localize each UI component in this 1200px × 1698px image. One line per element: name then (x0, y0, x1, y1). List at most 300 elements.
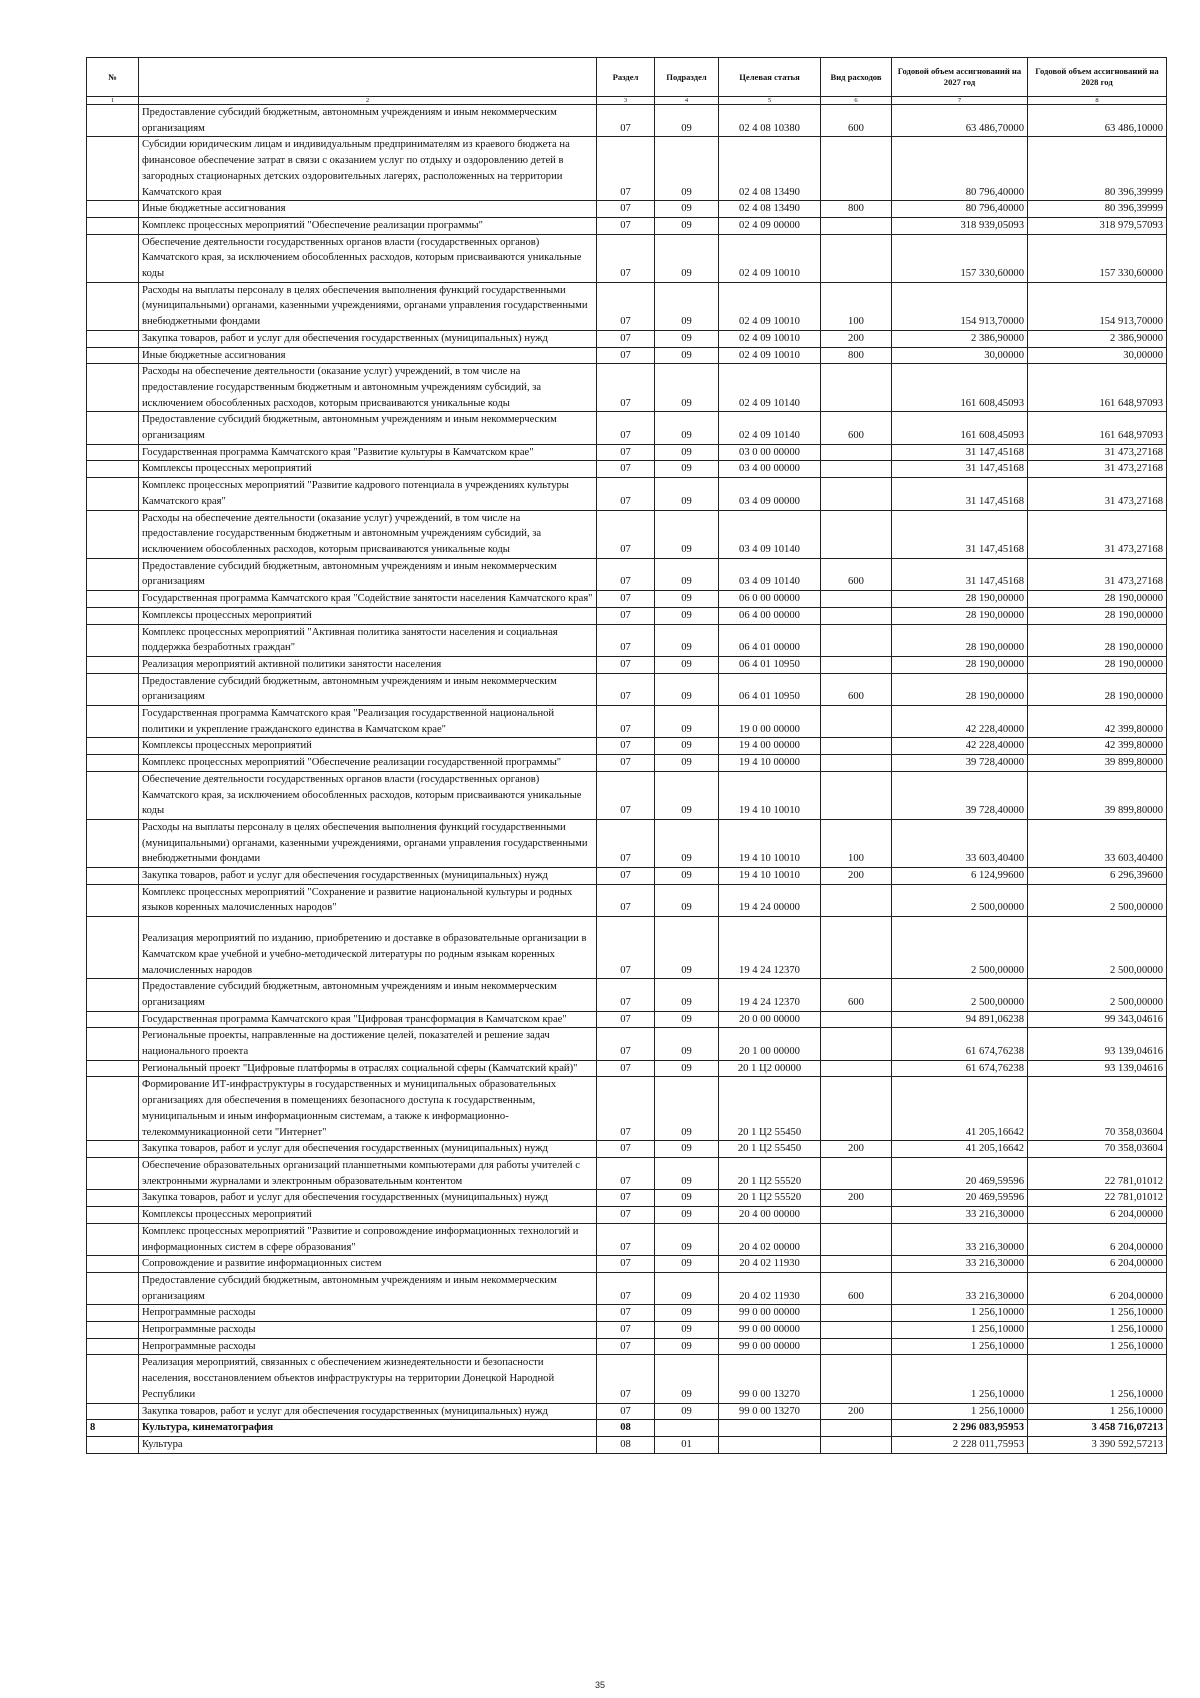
row-number (87, 1207, 139, 1224)
table-row (87, 624, 1167, 656)
amount-2028: 161 648,97093 (1028, 364, 1167, 412)
section-code: 07 (597, 1322, 655, 1339)
table-row (87, 755, 1167, 772)
expense-type-code (821, 656, 892, 673)
expense-type-code (821, 1223, 892, 1255)
table-row (87, 137, 1167, 201)
row-number (87, 1403, 139, 1420)
subsection-code: 09 (655, 624, 719, 656)
target-article-code: 06 4 01 00000 (719, 624, 821, 656)
table-row (87, 917, 1167, 979)
table-row (87, 1077, 1167, 1141)
table-row (87, 282, 1167, 330)
row-number (87, 1011, 139, 1028)
item-name: Расходы на обеспечение деятельности (оказание услуг) учреждений, в том числе на предоставление государственным бюджетным и автономным учреждениям субсидий, за исключением обособленных расходов, которым присваиваются уникальные коды (139, 510, 597, 558)
table-row (87, 868, 1167, 885)
section-code: 07 (597, 461, 655, 478)
row-number (87, 510, 139, 558)
target-article-code: 02 4 09 10010 (719, 330, 821, 347)
section-code: 07 (597, 1060, 655, 1077)
amount-2028: 28 190,00000 (1028, 673, 1167, 705)
budget-table-sheet (86, 57, 1166, 1454)
target-article-code: 20 1 00 00000 (719, 1028, 821, 1060)
section-code: 08 (597, 1436, 655, 1453)
subsection-code: 09 (655, 1011, 719, 1028)
amount-2027: 28 190,00000 (892, 624, 1028, 656)
expense-type-code (821, 234, 892, 282)
section-code: 07 (597, 1355, 655, 1403)
expense-type-code (821, 1305, 892, 1322)
table-row (87, 1305, 1167, 1322)
item-name: Закупка товаров, работ и услуг для обеспечения государственных (муниципальных) нужд (139, 330, 597, 347)
section-code: 07 (597, 755, 655, 772)
amount-2027: 2 500,00000 (892, 979, 1028, 1011)
subsection-code: 09 (655, 444, 719, 461)
subsection-code: 09 (655, 558, 719, 590)
amount-2028: 31 473,27168 (1028, 558, 1167, 590)
target-article-code: 02 4 09 10010 (719, 347, 821, 364)
amount-2027: 31 147,45168 (892, 478, 1028, 510)
subsection-code: 09 (655, 478, 719, 510)
table-row (87, 1011, 1167, 1028)
amount-2027: 42 228,40000 (892, 706, 1028, 738)
item-name: Субсидии юридическим лицам и индивидуальным предпринимателям из краевого бюджета на финансовое обеспечение затрат в связи с оказанием услуг по отдыху и оздоровлению детей в загородных стационарных детских оздоровительных лагерях, расположенных на территории Камчатского края (139, 137, 597, 201)
item-name: Государственная программа Камчатского края "Реализация государственной национальной политики и укрепление гражданского единства в Камчатском крае" (139, 706, 597, 738)
expense-type-code (821, 478, 892, 510)
expense-type-code (821, 1256, 892, 1273)
section-code: 07 (597, 656, 655, 673)
target-article-code: 19 4 24 12370 (719, 979, 821, 1011)
target-article-code: 02 4 08 13490 (719, 137, 821, 201)
row-number (87, 591, 139, 608)
expense-type-code (821, 884, 892, 916)
row-number (87, 755, 139, 772)
column-number: 2 (139, 97, 597, 105)
amount-2028: 31 473,27168 (1028, 478, 1167, 510)
item-name: Региональные проекты, направленные на достижение целей, показателей и решение задач национального проекта (139, 1028, 597, 1060)
amount-2028: 22 781,01012 (1028, 1190, 1167, 1207)
subsection-code: 09 (655, 1158, 719, 1190)
expense-type-code (821, 771, 892, 819)
row-number (87, 282, 139, 330)
amount-2028: 39 899,80000 (1028, 771, 1167, 819)
subsection-code: 09 (655, 330, 719, 347)
amount-2028: 22 781,01012 (1028, 1158, 1167, 1190)
subsection-code: 09 (655, 591, 719, 608)
target-article-code: 20 1 Ц2 55520 (719, 1190, 821, 1207)
expense-type-code (821, 137, 892, 201)
row-number (87, 979, 139, 1011)
row-number (87, 738, 139, 755)
section-code: 07 (597, 819, 655, 867)
amount-2028: 2 386,90000 (1028, 330, 1167, 347)
amount-2027: 6 124,99600 (892, 868, 1028, 885)
amount-2027: 31 147,45168 (892, 510, 1028, 558)
section-code: 07 (597, 1141, 655, 1158)
table-row (87, 364, 1167, 412)
subsection-code: 09 (655, 706, 719, 738)
target-article-code: 02 4 09 10140 (719, 364, 821, 412)
expense-type-code (821, 607, 892, 624)
expense-type-code (821, 1338, 892, 1355)
item-name: Культура (139, 1436, 597, 1453)
row-number (87, 819, 139, 867)
item-name: Расходы на выплаты персоналу в целях обеспечения выполнения функций государственными (муниципальными) органами, казенными учреждениями, органами управления государственными внебюджетными фондами (139, 819, 597, 867)
subsection-code: 09 (655, 347, 719, 364)
amount-2027: 1 256,10000 (892, 1322, 1028, 1339)
amount-2027: 61 674,76238 (892, 1060, 1028, 1077)
item-name: Формирование ИТ-инфраструктуры в государственных и муниципальных образовательных организациях для обеспечения в помещениях безопасного доступа к государственным, муниципальным и иным информационным системам, а также к информационно-телекоммуникационной сети "Интернет" (139, 1077, 597, 1141)
amount-2027: 154 913,70000 (892, 282, 1028, 330)
amount-2027: 318 939,05093 (892, 217, 1028, 234)
row-number (87, 478, 139, 510)
section-code: 07 (597, 673, 655, 705)
column-number: 3 (597, 97, 655, 105)
expense-type-code: 600 (821, 673, 892, 705)
header-target-article: Целевая статья (719, 58, 821, 97)
subsection-code: 09 (655, 201, 719, 218)
table-row (87, 105, 1167, 137)
target-article-code: 20 1 Ц2 55450 (719, 1141, 821, 1158)
section-code: 07 (597, 1190, 655, 1207)
amount-2028: 99 343,04616 (1028, 1011, 1167, 1028)
expense-type-code: 600 (821, 412, 892, 444)
item-name: Государственная программа Камчатского края "Развитие культуры в Камчатском крае" (139, 444, 597, 461)
amount-2027: 28 190,00000 (892, 591, 1028, 608)
row-number (87, 558, 139, 590)
section-code: 07 (597, 868, 655, 885)
column-number: 1 (87, 97, 139, 105)
amount-2028: 2 500,00000 (1028, 979, 1167, 1011)
target-article-code: 20 4 02 11930 (719, 1256, 821, 1273)
amount-2028: 42 399,80000 (1028, 738, 1167, 755)
subsection-code: 09 (655, 217, 719, 234)
target-article-code: 19 4 10 10010 (719, 868, 821, 885)
section-code: 07 (597, 1028, 655, 1060)
item-name: Комплекс процессных мероприятий "Активная политика занятости населения и социальная поддержка безработных граждан" (139, 624, 597, 656)
expense-type-code: 200 (821, 1141, 892, 1158)
section-code: 07 (597, 282, 655, 330)
amount-2028: 42 399,80000 (1028, 706, 1167, 738)
column-number: 4 (655, 97, 719, 105)
item-name: Непрограммные расходы (139, 1338, 597, 1355)
row-number (87, 330, 139, 347)
expense-type-code (821, 624, 892, 656)
table-row (87, 1272, 1167, 1304)
table-row (87, 1190, 1167, 1207)
amount-2028: 70 358,03604 (1028, 1141, 1167, 1158)
amount-2027: 20 469,59596 (892, 1190, 1028, 1207)
amount-2027: 1 256,10000 (892, 1305, 1028, 1322)
table-row (87, 461, 1167, 478)
table-row (87, 234, 1167, 282)
expense-type-code (821, 461, 892, 478)
row-number (87, 706, 139, 738)
amount-2028: 28 190,00000 (1028, 591, 1167, 608)
item-name: Предоставление субсидий бюджетным, автономным учреждениям и иным некоммерческим организациям (139, 105, 597, 137)
amount-2027: 2 500,00000 (892, 917, 1028, 979)
section-code: 07 (597, 330, 655, 347)
target-article-code: 03 4 00 00000 (719, 461, 821, 478)
row-number (87, 137, 139, 201)
subsection-code: 09 (655, 755, 719, 772)
amount-2027: 39 728,40000 (892, 755, 1028, 772)
item-name: Закупка товаров, работ и услуг для обеспечения государственных (муниципальных) нужд (139, 1403, 597, 1420)
expense-type-code: 200 (821, 330, 892, 347)
section-code: 07 (597, 1305, 655, 1322)
subsection-code: 09 (655, 656, 719, 673)
amount-2028: 6 204,00000 (1028, 1272, 1167, 1304)
row-number (87, 1355, 139, 1403)
amount-2027: 30,00000 (892, 347, 1028, 364)
row-number (87, 1305, 139, 1322)
item-name: Региональный проект "Цифровые платформы в отраслях социальной сферы (Камчатский край)" (139, 1060, 597, 1077)
target-article-code: 02 4 09 10010 (719, 234, 821, 282)
expense-type-code (821, 1322, 892, 1339)
expense-type-code (821, 1207, 892, 1224)
item-name: Иные бюджетные ассигнования (139, 347, 597, 364)
row-number (87, 884, 139, 916)
subsection-code: 09 (655, 1272, 719, 1304)
section-code: 07 (597, 1403, 655, 1420)
section-code: 07 (597, 706, 655, 738)
item-name: Сопровождение и развитие информационных систем (139, 1256, 597, 1273)
subsection-code: 09 (655, 137, 719, 201)
amount-2028: 3 458 716,07213 (1028, 1420, 1167, 1437)
row-number (87, 1338, 139, 1355)
target-article-code: 02 4 08 13490 (719, 201, 821, 218)
table-row (87, 217, 1167, 234)
table-row (87, 1322, 1167, 1339)
row-number (87, 1256, 139, 1273)
expense-type-code: 800 (821, 347, 892, 364)
section-code: 07 (597, 1338, 655, 1355)
target-article-code: 03 4 09 00000 (719, 478, 821, 510)
target-article-code: 99 0 00 00000 (719, 1322, 821, 1339)
expense-type-code: 100 (821, 282, 892, 330)
amount-2028: 6 204,00000 (1028, 1256, 1167, 1273)
amount-2027: 61 674,76238 (892, 1028, 1028, 1060)
table-row (87, 607, 1167, 624)
expense-type-code: 200 (821, 868, 892, 885)
section-code: 07 (597, 1256, 655, 1273)
section-code: 07 (597, 624, 655, 656)
amount-2028: 93 139,04616 (1028, 1060, 1167, 1077)
budget-table (86, 57, 1167, 1454)
table-row (87, 510, 1167, 558)
subsection-code: 09 (655, 510, 719, 558)
expense-type-code: 200 (821, 1403, 892, 1420)
expense-type-code (821, 1060, 892, 1077)
header-volume-2028: Годовой объем ассигнований на 2028 год (1028, 58, 1167, 97)
amount-2028: 3 390 592,57213 (1028, 1436, 1167, 1453)
section-code: 07 (597, 201, 655, 218)
target-article-code (719, 1420, 821, 1437)
amount-2027: 2 296 083,95953 (892, 1420, 1028, 1437)
amount-2027: 80 796,40000 (892, 201, 1028, 218)
row-number (87, 1077, 139, 1141)
section-code: 07 (597, 558, 655, 590)
subsection-code: 09 (655, 282, 719, 330)
section-code: 07 (597, 234, 655, 282)
item-name: Обеспечение деятельности государственных органов власти (государственных органов) Камчатского края, за исключением обособленных расходов, которым присваиваются уникальные коды (139, 771, 597, 819)
target-article-code: 02 4 09 10140 (719, 412, 821, 444)
table-row (87, 1338, 1167, 1355)
amount-2027: 20 469,59596 (892, 1158, 1028, 1190)
table-body (87, 97, 1167, 1454)
amount-2027: 161 608,45093 (892, 364, 1028, 412)
section-code: 07 (597, 1077, 655, 1141)
amount-2028: 2 500,00000 (1028, 884, 1167, 916)
item-name: Предоставление субсидий бюджетным, автономным учреждениям и иным некоммерческим организациям (139, 1272, 597, 1304)
target-article-code: 06 4 01 10950 (719, 673, 821, 705)
amount-2028: 33 603,40400 (1028, 819, 1167, 867)
section-code: 07 (597, 217, 655, 234)
section-code: 07 (597, 510, 655, 558)
item-name: Государственная программа Камчатского края "Содействие занятости населения Камчатского края" (139, 591, 597, 608)
item-name: Расходы на обеспечение деятельности (оказание услуг) учреждений, в том числе на предоставление государственным бюджетным и автономным учреждениям субсидий, за исключением обособленных расходов, которым присваиваются уникальные коды (139, 364, 597, 412)
target-article-code: 03 4 09 10140 (719, 558, 821, 590)
table-row (87, 673, 1167, 705)
target-article-code: 06 4 01 10950 (719, 656, 821, 673)
item-name: Непрограммные расходы (139, 1322, 597, 1339)
expense-type-code (821, 1011, 892, 1028)
table-row (87, 706, 1167, 738)
row-number (87, 607, 139, 624)
table-row (87, 330, 1167, 347)
target-article-code: 19 4 10 10010 (719, 771, 821, 819)
expense-type-code (821, 1028, 892, 1060)
amount-2027: 31 147,45168 (892, 461, 1028, 478)
amount-2028: 1 256,10000 (1028, 1355, 1167, 1403)
column-number: 7 (892, 97, 1028, 105)
row-number (87, 673, 139, 705)
target-article-code: 19 4 24 00000 (719, 884, 821, 916)
amount-2027: 28 190,00000 (892, 656, 1028, 673)
section-code: 07 (597, 364, 655, 412)
amount-2027: 33 216,30000 (892, 1223, 1028, 1255)
section-code: 07 (597, 478, 655, 510)
table-row (87, 1060, 1167, 1077)
target-article-code: 99 0 00 13270 (719, 1403, 821, 1420)
amount-2027: 31 147,45168 (892, 444, 1028, 461)
amount-2028: 39 899,80000 (1028, 755, 1167, 772)
column-number: 8 (1028, 97, 1167, 105)
column-number-row (87, 97, 1167, 105)
subsection-code: 09 (655, 607, 719, 624)
subsection-code: 09 (655, 1060, 719, 1077)
expense-type-code (821, 510, 892, 558)
amount-2028: 31 473,27168 (1028, 510, 1167, 558)
table-row (87, 738, 1167, 755)
subsection-code: 09 (655, 234, 719, 282)
amount-2027: 28 190,00000 (892, 673, 1028, 705)
subsection-code: 09 (655, 1355, 719, 1403)
amount-2027: 2 228 011,75953 (892, 1436, 1028, 1453)
row-number (87, 1190, 139, 1207)
row-number: 8 (87, 1420, 139, 1437)
subsection-code: 09 (655, 1322, 719, 1339)
target-article-code: 03 0 00 00000 (719, 444, 821, 461)
item-name: Комплексы процессных мероприятий (139, 738, 597, 755)
row-number (87, 1223, 139, 1255)
item-name: Закупка товаров, работ и услуг для обеспечения государственных (муниципальных) нужд (139, 1190, 597, 1207)
expense-type-code (821, 738, 892, 755)
amount-2028: 6 296,39600 (1028, 868, 1167, 885)
table-row (87, 444, 1167, 461)
row-number (87, 868, 139, 885)
table-row (87, 656, 1167, 673)
row-number (87, 1272, 139, 1304)
amount-2027: 28 190,00000 (892, 607, 1028, 624)
subsection-code: 09 (655, 819, 719, 867)
item-name: Обеспечение деятельности государственных органов власти (государственных органов) Камчатского края, за исключением обособленных расходов, которым присваиваются уникальные коды (139, 234, 597, 282)
section-code: 07 (597, 347, 655, 364)
expense-type-code: 600 (821, 558, 892, 590)
expense-type-code: 600 (821, 979, 892, 1011)
amount-2027: 2 386,90000 (892, 330, 1028, 347)
section-code: 07 (597, 979, 655, 1011)
target-article-code: 02 4 08 10380 (719, 105, 821, 137)
item-name: Реализация мероприятий по изданию, приобретению и доставке в образовательные организации в Камчатском крае учебной и учебно-методической литературы по родным языкам коренных малочисленных народов (139, 917, 597, 979)
row-number (87, 412, 139, 444)
row-number (87, 461, 139, 478)
item-name: Реализация мероприятий, связанных с обеспечением жизнедеятельности и безопасности населения, восстановлением объектов инфраструктуры на территории Донецкой Народной Республики (139, 1355, 597, 1403)
amount-2027: 157 330,60000 (892, 234, 1028, 282)
row-number (87, 105, 139, 137)
amount-2028: 31 473,27168 (1028, 461, 1167, 478)
item-name: Комплекс процессных мероприятий "Сохранение и развитие национальной культуры и родных языков коренных малочисленных народов" (139, 884, 597, 916)
table-row (87, 1158, 1167, 1190)
target-article-code: 03 4 09 10140 (719, 510, 821, 558)
target-article-code: 19 4 00 00000 (719, 738, 821, 755)
target-article-code: 99 0 00 00000 (719, 1338, 821, 1355)
subsection-code: 09 (655, 1028, 719, 1060)
row-number (87, 364, 139, 412)
amount-2027: 39 728,40000 (892, 771, 1028, 819)
item-name: Комплекс процессных мероприятий "Развитие кадрового потенциала в учреждениях культуры Камчатского края" (139, 478, 597, 510)
row-number (87, 1158, 139, 1190)
row-number (87, 444, 139, 461)
item-name: Государственная программа Камчатского края "Цифровая трансформация в Камчатском крае" (139, 1011, 597, 1028)
amount-2027: 41 205,16642 (892, 1141, 1028, 1158)
item-name: Реализация мероприятий активной политики занятости населения (139, 656, 597, 673)
expense-type-code (821, 444, 892, 461)
target-article-code: 20 4 02 00000 (719, 1223, 821, 1255)
table-row (87, 1141, 1167, 1158)
table-row (87, 1207, 1167, 1224)
section-code: 08 (597, 1420, 655, 1437)
target-article-code: 06 4 00 00000 (719, 607, 821, 624)
expense-type-code (821, 755, 892, 772)
item-name: Обеспечение образовательных организаций планшетными компьютерами для работы учителей с электронными журналами и электронным образовательным контентом (139, 1158, 597, 1190)
amount-2028: 154 913,70000 (1028, 282, 1167, 330)
expense-type-code (821, 1355, 892, 1403)
expense-type-code: 800 (821, 201, 892, 218)
header-subsection: Подраздел (655, 58, 719, 97)
subsection-code: 09 (655, 884, 719, 916)
table-row (87, 201, 1167, 218)
amount-2028: 2 500,00000 (1028, 917, 1167, 979)
amount-2028: 157 330,60000 (1028, 234, 1167, 282)
subsection-code: 09 (655, 1403, 719, 1420)
target-article-code: 20 1 Ц2 55450 (719, 1077, 821, 1141)
subsection-code: 09 (655, 1338, 719, 1355)
subsection-code: 09 (655, 1207, 719, 1224)
header-row (87, 58, 1167, 97)
table-row (87, 591, 1167, 608)
expense-type-code (821, 706, 892, 738)
